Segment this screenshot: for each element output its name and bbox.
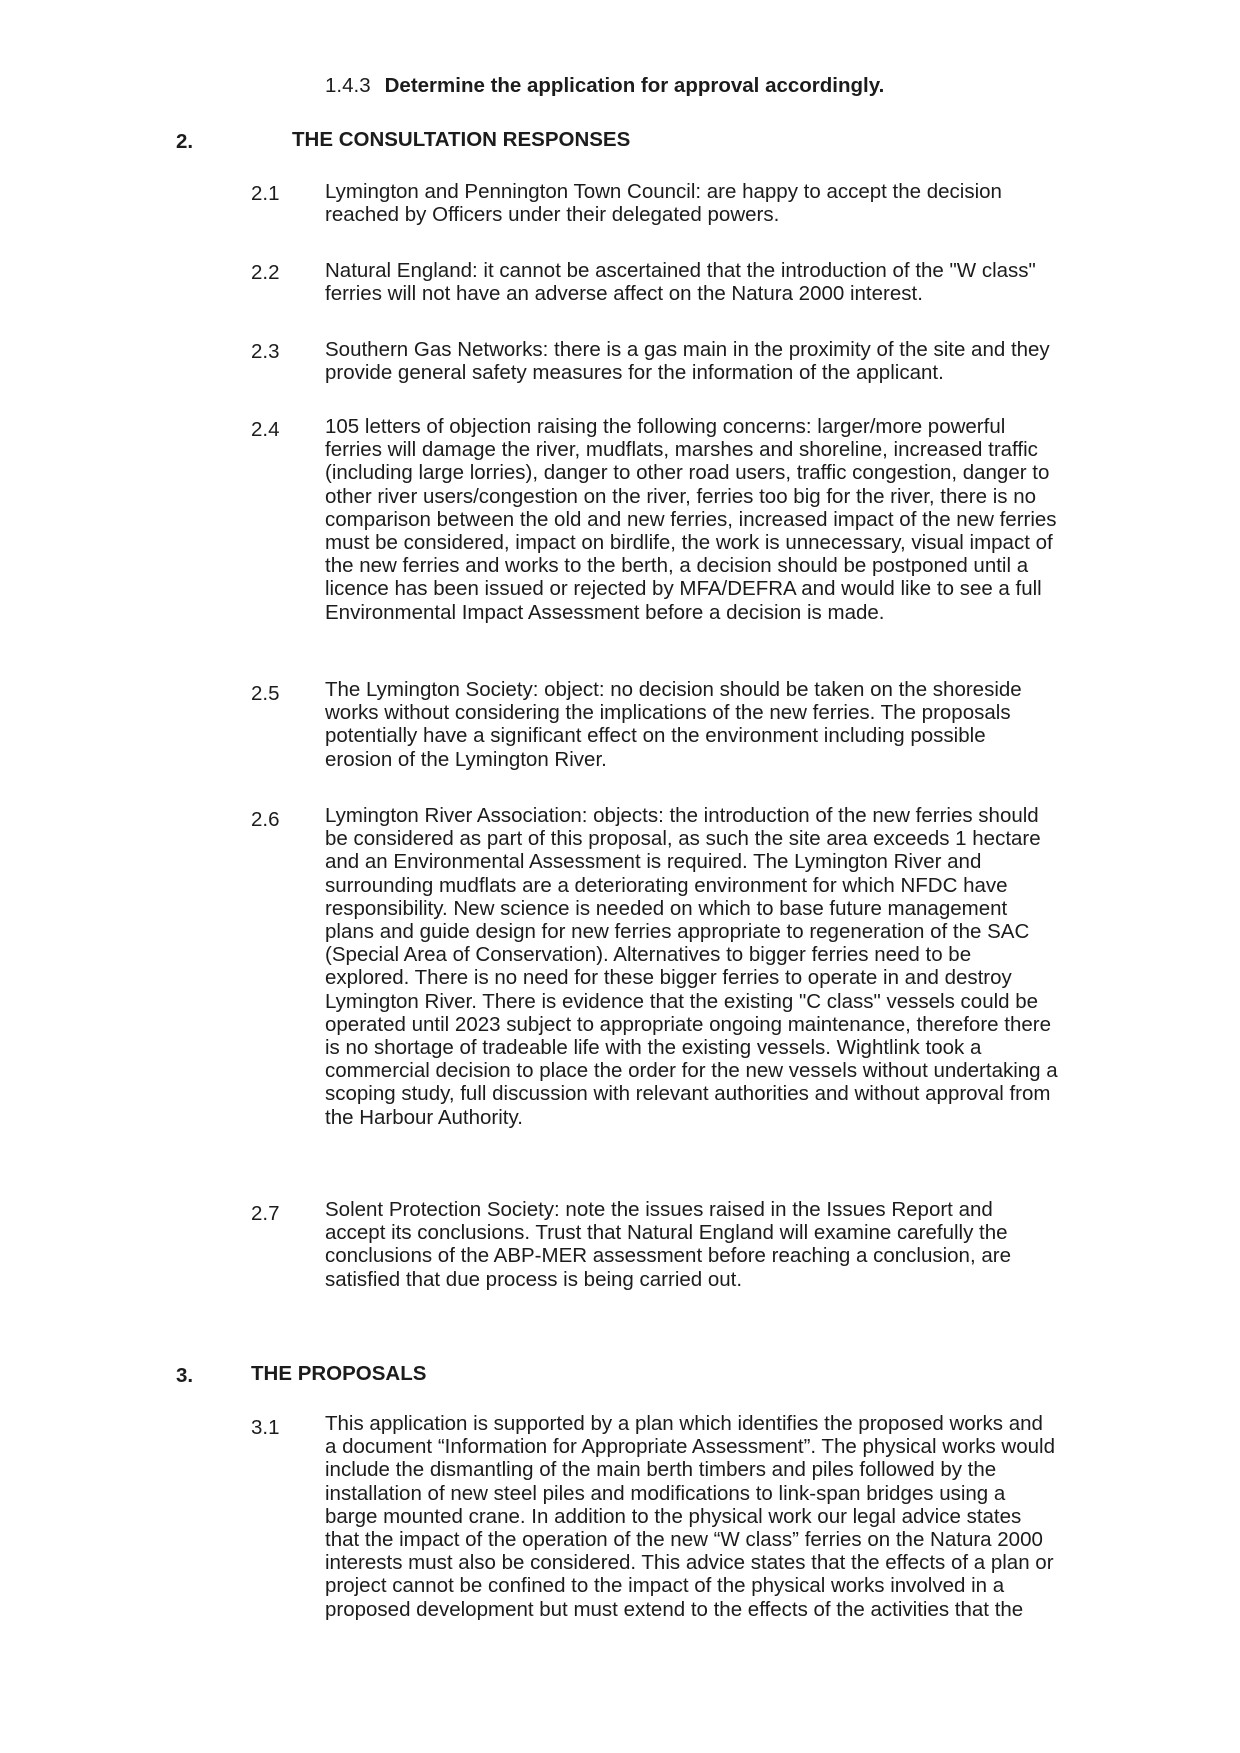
line: works without considering the implications of the new ferries. The proposals: [325, 701, 1011, 725]
line: Southern Gas Networks: there is a gas main in the proximity of the site and they: [325, 338, 1050, 361]
line: satisfied that due process is being carried out.: [325, 1267, 743, 1291]
line: ferries will not have an adverse affect on the Natura 2000 interest.: [325, 282, 923, 306]
line: must be considered, impact on birdlife, the work is unnecessary, visual impact of: [325, 531, 1053, 555]
line: conclusions of the ABP-MER assessment before reaching a conclusion, are: [325, 1244, 1011, 1268]
section-title: THE CONSULTATION RESPONSES: [292, 128, 631, 151]
item-number: 2.3: [251, 340, 280, 363]
section-number: 3.: [176, 1364, 194, 1387]
line: The Lymington Society: object: no decision should be taken on the shoreside: [325, 678, 1022, 701]
line: Lymington River. There is evidence that the existing "C class" vessels could be: [325, 989, 1039, 1013]
line: the Harbour Authority.: [325, 1105, 523, 1129]
line: include the dismantling of the main berth timbers and piles followed by the: [325, 1458, 997, 1482]
line: Environmental Impact Assessment before a decision is made.: [325, 600, 885, 624]
line: Lymington and Pennington Town Council: are happy to accept the decision: [325, 180, 1002, 203]
line: surrounding mudflats are a deteriorating environment for which NFDC have: [325, 873, 1008, 897]
item-number: 2.1: [251, 182, 280, 205]
line: project cannot be confined to the impact of the physical works involved in a: [325, 1574, 1005, 1598]
line: (Special Area of Conservation). Alternatives to bigger ferries need to be: [325, 943, 972, 967]
paragraph: [325, 338, 1150, 384]
section-title: THE PROPOSALS: [251, 1362, 427, 1385]
line: ferries will damage the river, mudflats, marshes and shoreline, increased traffic: [325, 438, 1038, 462]
paragraph: [325, 1198, 1150, 1291]
line: is no shortage of tradeable life with the existing vessels. Wightlink took a: [325, 1036, 982, 1060]
item-number: 2.2: [251, 261, 280, 284]
line: This application is supported by a plan which identifies the proposed works and: [325, 1412, 1043, 1435]
paragraph: [325, 415, 1150, 624]
line: barge mounted crane. In addition to the physical work our legal advice states: [325, 1504, 1022, 1528]
subheading-text: Determine the application for approval accordingly.: [384, 74, 885, 97]
line: operated until 2023 subject to appropriate ongoing maintenance, therefore there: [325, 1012, 1051, 1036]
item-number: 3.1: [251, 1416, 280, 1439]
line: Solent Protection Society: note the issues raised in the Issues Report and: [325, 1198, 993, 1221]
item-number: 2.4: [251, 418, 280, 441]
line: and an Environmental Assessment is required. The Lymington River and: [325, 850, 982, 874]
item-number: 2.6: [251, 808, 280, 831]
line: (including large lorries), danger to other road users, traffic congestion, danger to: [325, 461, 1050, 485]
subheading-number: 1.4.3: [325, 74, 371, 97]
line: the new ferries and works to the berth, a decision should be postponed until a: [325, 554, 1029, 578]
line: 105 letters of objection raising the following concerns: larger/more powerful: [325, 415, 1006, 438]
line: provide general safety measures for the information of the applicant.: [325, 361, 944, 385]
line: Natural England: it cannot be ascertained that the introduction of the "W class": [325, 259, 1036, 282]
line: licence has been issued or rejected by MFA/DEFRA and would like to see a full: [325, 577, 1042, 601]
item-number: 2.7: [251, 1202, 280, 1225]
line: be considered as part of this proposal, as such the site area exceeds 1 hectare: [325, 827, 1041, 851]
item-number: 2.5: [251, 682, 280, 705]
line: proposed development but must extend to the effects of the activities that the: [325, 1597, 1024, 1621]
section-number: 2.: [176, 130, 194, 153]
line: commercial decision to place the order for the new vessels without undertaking a: [325, 1059, 1058, 1083]
line: accept its conclusions. Trust that Natural England will examine carefully the: [325, 1221, 1008, 1245]
line: interests must also be considered. This advice states that the effects of a plan or: [325, 1551, 1054, 1575]
line: installation of new steel piles and modifications to link-span bridges using a: [325, 1481, 1006, 1505]
line: a document “Information for Appropriate Assessment”. The physical works would: [325, 1435, 1055, 1459]
line: reached by Officers under their delegated powers.: [325, 203, 780, 227]
subheading: [325, 74, 884, 97]
line: explored. There is no need for these bigger ferries to operate in and destroy: [325, 966, 1012, 990]
paragraph: [325, 678, 1150, 771]
line: Lymington River Association: objects: the introduction of the new ferries should: [325, 804, 1039, 827]
line: erosion of the Lymington River.: [325, 747, 607, 771]
line: plans and guide design for new ferries appropriate to regeneration of the SAC: [325, 920, 1030, 944]
paragraph: [325, 259, 1150, 305]
line: comparison between the old and new ferries, increased impact of the new ferries: [325, 507, 1057, 531]
line: potentially have a significant effect on the environment including possible: [325, 724, 986, 748]
paragraph: [325, 180, 1150, 226]
line: scoping study, full discussion with relevant authorities and without approval from: [325, 1082, 1051, 1106]
line: that the impact of the operation of the new “W class” ferries on the Natura 2000: [325, 1528, 1043, 1552]
paragraph: [325, 1412, 1150, 1621]
line: responsibility. New science is needed on which to base future management: [325, 896, 1008, 920]
paragraph: [325, 804, 1150, 1129]
line: other river users/congestion on the river, ferries too big for the river, there is no: [325, 484, 1037, 508]
